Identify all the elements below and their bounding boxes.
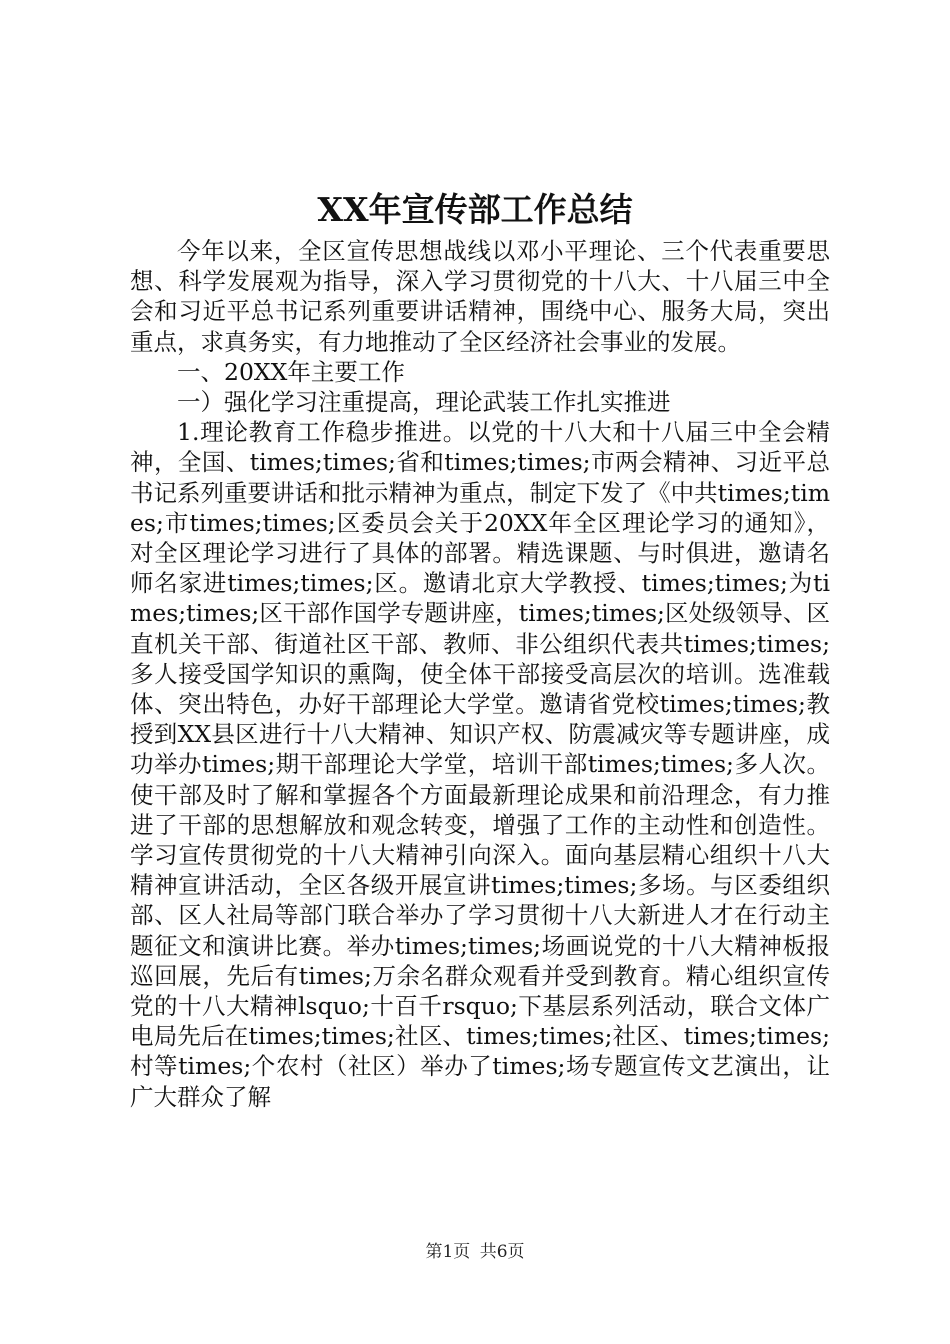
page-footer [0, 1240, 950, 1264]
body-paragraph: 1.理论教育工作稳步推进。以党的十八大和十八届三中全会精神，全国、times;times;省和times;times;市两会精神、习近平总书记系列重要讲话和批示精神为重点，制定下发了《中共times;times;市times;times;区委员会关于20XX年全区理论学习的通知》，对全区理论学习进行了具体的部署。精选课题、与时俱进，邀请名师名家进times;times;区。邀请北京大学教授、times;times;为times;times;区干部作国学专题讲座，times;times;区处级领导、区直机关干部、街道社区干部、教师、非公组织代表共times;times;多人接受国学知识的熏陶，使全体干部接受高层次的培训。选准载体、突出特色，办好干部理论大学堂。邀请省党校times;times;教授到XX县区进行十八大精神、知识产权、防震减灾等专题讲座，成功举办times;期干部理论大学堂，培训干部times;times;多人次。使干部及时了解和掌握各个方面最新理论成果和前沿理念，有力推进了干部的思想解放和观念转变，增强了工作的主动性和创造性。学习宣传贯彻党的十八大精神引向深入。面向基层精心组织十八大精神宣讲活动，全区各级开展宣讲times;times;多场。与区委组织部、区人社局等部门联合举办了学习贯彻十八大新进人才在行动主题征文和演讲比赛。举办times;times;场画说党的十八大精神板报巡回展，先后有times;万余名群众观看并受到教育。精心组织宣传党的十八大精神lsquo;十百千rsquo;下基层系列活动，联合文体广电局先后在times;times;社区、times;times;社区、times;times;村等times;个农村（社区）举办了times;场专题宣传文艺演出，让广大群众了解 [130, 418, 830, 1111]
page-total: 共6页 [479, 1242, 525, 1262]
section-heading: 一、20XX年主要工作 [177, 357, 405, 386]
page-number: 第1页 [425, 1242, 471, 1262]
document-title: XX年宣传部工作总结 [317, 190, 633, 229]
intro-paragraph: 今年以来，全区宣传思想战线以邓小平理论、三个代表重要思想、科学发展观为指导，深入学习贯彻党的十八大、十八届三中全会和习近平总书记系列重要讲话精神，围绕中心、服务大局，突出重点，求真务实，有力地推动了全区经济社会事业的发展。 [130, 237, 830, 356]
document-body [130, 236, 830, 1112]
subsection-heading: 一）强化学习注重提高，理论武装工作扎实推进 [177, 388, 671, 417]
